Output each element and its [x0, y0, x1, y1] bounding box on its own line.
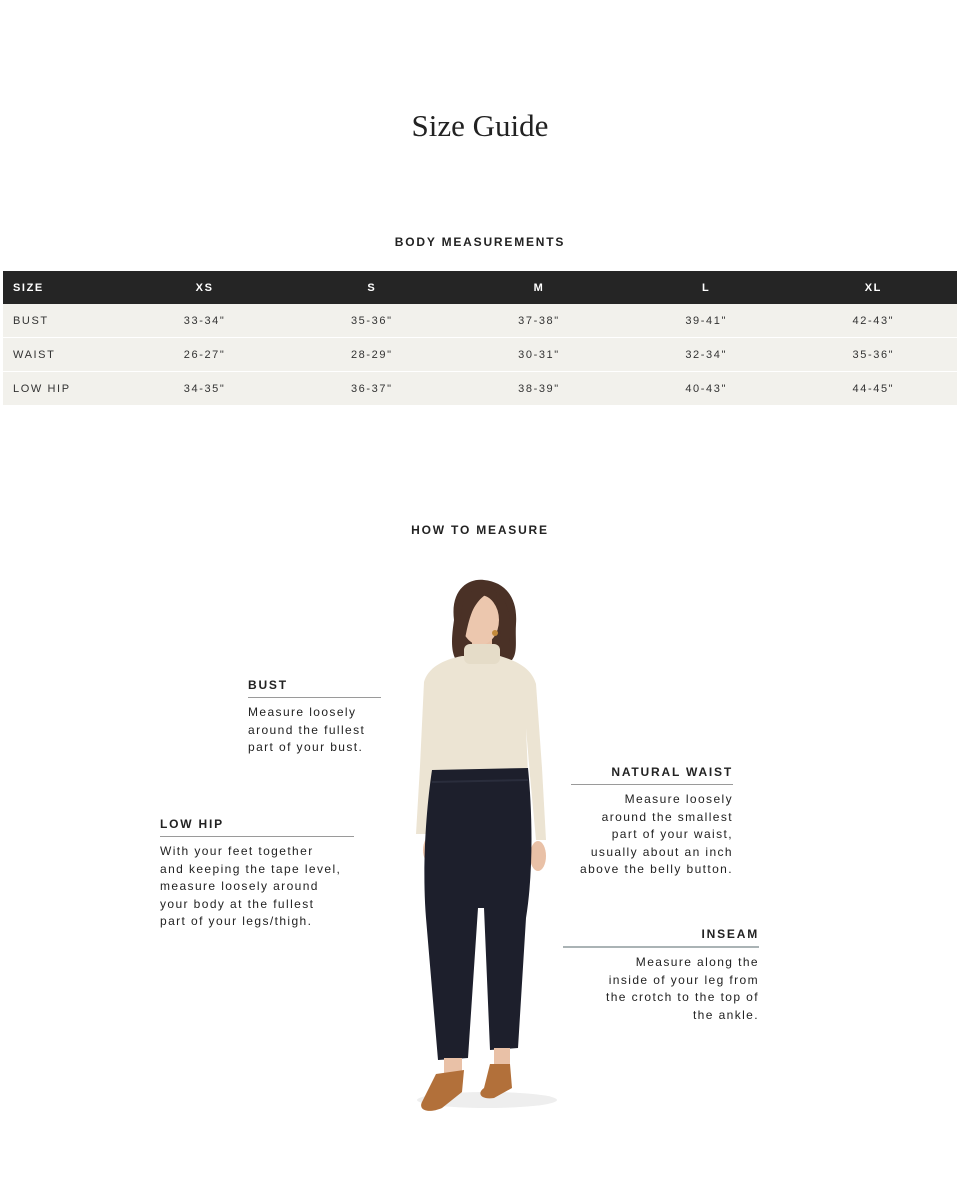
inseam-line: the ankle. [692, 1007, 759, 1022]
bust-line: part of your bust. [248, 740, 364, 754]
bust-description [248, 704, 381, 757]
low-hip-annotation [160, 817, 354, 931]
inseam-title: INSEAM [563, 927, 759, 948]
table-cell: 26-27" [121, 338, 288, 372]
bust-line: around the fullest [248, 722, 366, 737]
low-hip-line: With your feet together [160, 844, 314, 858]
natural-waist-line: Measure loosely [624, 792, 733, 806]
low-hip-line: and keeping the tape level, [160, 861, 342, 876]
body-measurements-heading: BODY MEASUREMENTS [394, 235, 566, 249]
table-cell: 39-41" [623, 304, 790, 338]
table-cell: 34-35" [121, 372, 288, 406]
natural-waist-line: above the belly button. [580, 862, 733, 876]
table-cell: 42-43" [790, 304, 957, 338]
table-cell: 38-39" [455, 372, 622, 406]
column-header-size: SIZE [3, 271, 121, 304]
table-cell: 30-31" [455, 338, 622, 372]
inseam-annotation [563, 927, 759, 1024]
table-cell: 40-43" [623, 372, 790, 406]
table-cell: 33-34" [121, 304, 288, 338]
right-hand [530, 841, 546, 871]
table-header-row [3, 271, 957, 304]
table-row-bust [3, 304, 957, 338]
low-hip-line: measure loosely around [160, 879, 319, 893]
model-figure [392, 578, 562, 1123]
turtleneck-collar [464, 644, 500, 664]
bust-line: Measure loosely [248, 705, 357, 719]
table-cell: 37-38" [455, 304, 622, 338]
size-table [3, 271, 957, 406]
trousers [424, 768, 531, 1060]
low-hip-line: part of your legs/thigh. [160, 914, 313, 928]
natural-waist-line: part of your waist, [611, 827, 733, 841]
how-to-measure-heading: HOW TO MEASURE [411, 523, 549, 537]
row-label: WAIST [3, 338, 121, 372]
table-cell: 35-36" [288, 304, 455, 338]
table-cell: 28-29" [288, 338, 455, 372]
row-label: BUST [3, 304, 121, 338]
low-hip-title: LOW HIP [160, 817, 354, 837]
natural-waist-line: usually about an inch [590, 844, 733, 859]
natural-waist-line: around the smallest [601, 809, 733, 824]
earring [492, 630, 498, 636]
bust-title: BUST [248, 678, 381, 698]
table-cell: 32-34" [623, 338, 790, 372]
bust-annotation [248, 678, 381, 757]
column-header-xl: XL [790, 271, 957, 304]
page-title: Size Guide [411, 108, 549, 143]
row-label: LOW HIP [3, 372, 121, 406]
table-row-low-hip [3, 372, 957, 406]
table-row-waist [3, 338, 957, 372]
low-hip-description [160, 843, 354, 931]
low-hip-line: your body at the fullest [160, 896, 315, 911]
column-header-l: L [623, 271, 790, 304]
table-cell: 35-36" [790, 338, 957, 372]
table-cell: 44-45" [790, 372, 957, 406]
column-header-m: M [455, 271, 622, 304]
natural-waist-annotation [571, 765, 733, 879]
table-cell: 36-37" [288, 372, 455, 406]
inseam-line: Measure along the [635, 955, 759, 969]
natural-waist-title: NATURAL WAIST [571, 765, 733, 785]
inseam-line: the crotch to the top of [605, 990, 759, 1004]
inseam-description [563, 954, 759, 1024]
natural-waist-description [571, 791, 733, 879]
column-header-xs: XS [121, 271, 288, 304]
inseam-line: inside of your leg from [608, 972, 759, 987]
column-header-s: S [288, 271, 455, 304]
